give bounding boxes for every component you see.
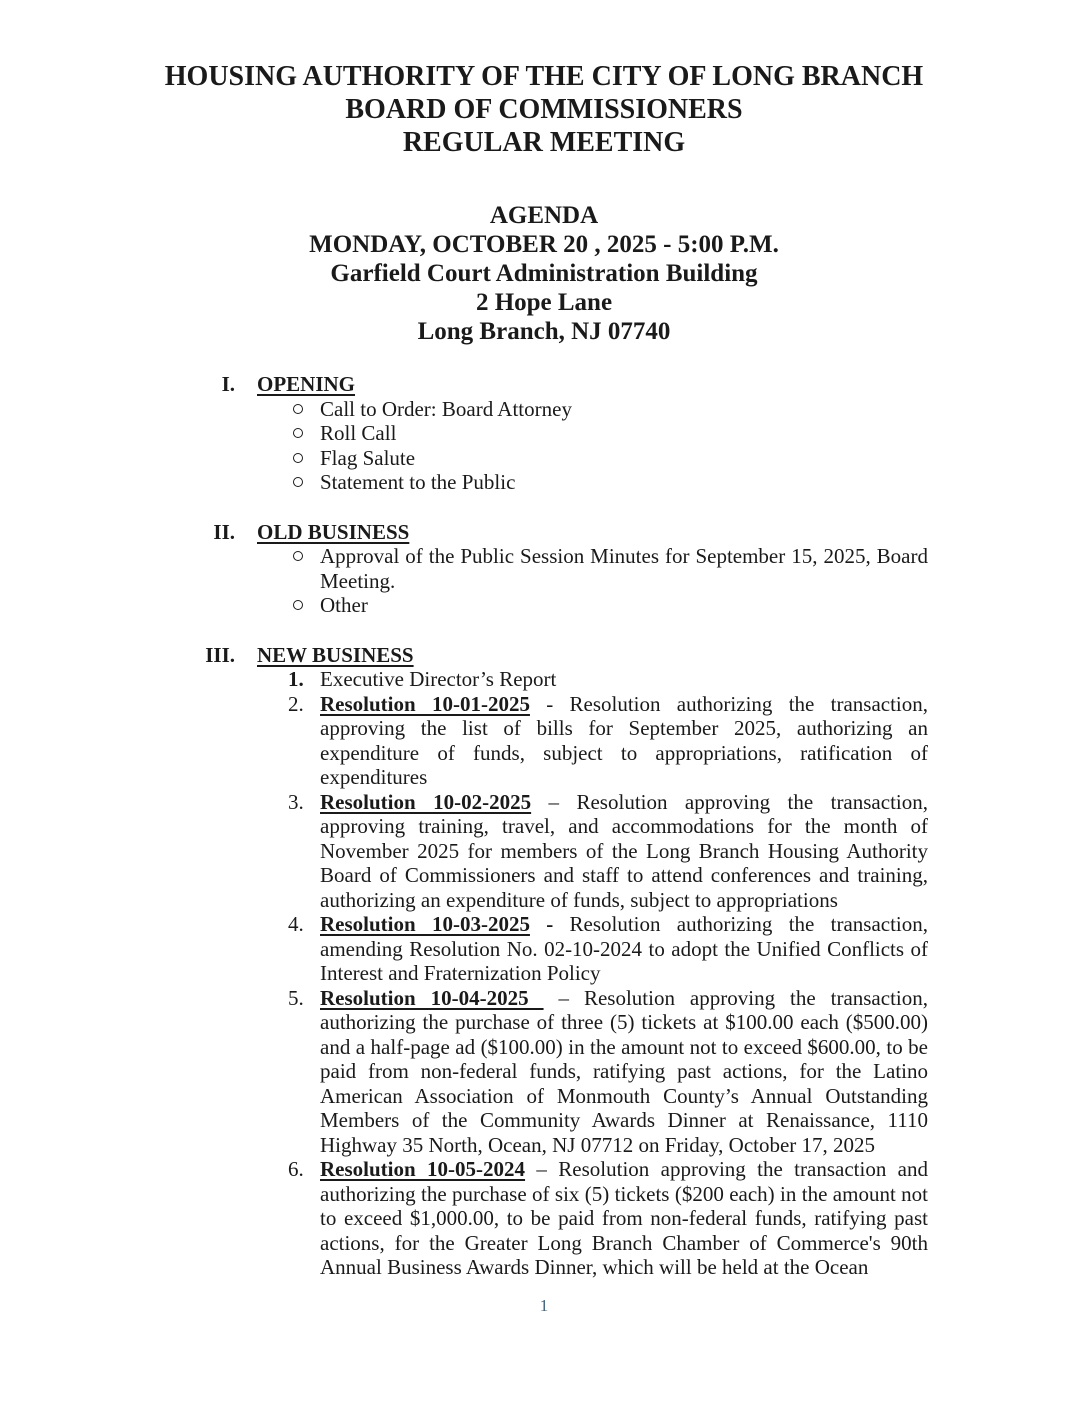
resolution-id: Resolution 10-05-2024 [320,1157,526,1181]
bullet-item [160,544,928,593]
meeting-street: 2 Hope Lane [475,289,613,316]
title-line: REGULAR MEETING [402,127,686,158]
item-number: 4. [288,912,304,936]
title-line: HOUSING AUTHORITY OF THE CITY OF LONG BRANCH [164,61,924,92]
meeting-info [0,201,1088,346]
bullet-circle-icon [293,477,303,487]
title-line: BOARD OF COMMISSIONERS [345,94,743,125]
item-number: 3. [288,789,304,814]
item-number: 1. [288,667,304,691]
agenda-label: AGENDA [489,202,599,229]
item-number: 6. [288,1157,304,1181]
page-number: 1 [539,1296,549,1315]
section-heading: OLD BUSINESS [257,519,410,544]
numbered-item [160,790,928,913]
bullet-text: Call to Order: Board Attorney [320,396,572,421]
bullet-text: Other [320,593,368,617]
item-description: Executive Director’s Report [320,667,557,691]
item-number: 5. [288,985,304,1010]
bullet-text: Roll Call [320,421,397,445]
meeting-building: Garfield Court Administration Building [330,260,758,287]
section-numeral: II. [213,519,235,544]
bullet-circle-icon [293,600,303,610]
document-header [0,0,1088,346]
bullet-circle-icon [293,551,303,561]
section-heading-row [160,643,928,668]
bullet-item [160,593,928,618]
separator-dash: - [529,691,570,716]
bullet-circle-icon [293,421,320,446]
item-text [320,912,928,986]
item-description: Resolution approving the transaction and authorizing the purchase of six (5) tickets ($200 each) in the amount not to exceed $1,000.00, to be paid from non-federal funds, ratifying past actions, for the Greater Long Branch Chamber of Commerce's 90th Annual Business Awards Dinner, which will be held at the Ocean [320,1157,929,1279]
resolution-id: Resolution 10-03-2025 [320,912,530,936]
item-text [320,667,928,692]
numbered-item [160,912,928,986]
bullet-circle-icon [293,470,320,495]
bullet-circle-icon [293,404,303,414]
bullet-circle-icon [293,446,320,471]
item-text [320,692,928,790]
separator-dash: – [543,985,584,1010]
bullet-item [160,470,928,495]
meeting-datetime: MONDAY, OCTOBER 20 , 2025 - 5:00 P.M. [309,231,779,258]
numbered-item [160,1157,928,1280]
section-heading: OPENING [257,372,356,396]
item-description: Resolution approving the transaction, authorizing the purchase of three (5) tickets at $100.00 each ($500.00) and a half-page ad ($100.00) in the amount not to exceed $600.00, to be paid from non-federal funds, ratifying past actions, for the Latino American Association of Monmouth County’s Annual Outstanding Members of the Community Awards Dinner at Renaissance, 1110 Highway 35 North, Ocean, NJ 07712 on Friday, October 17, 2025 [320,985,928,1157]
bullet-circle-icon [293,428,303,438]
item-description: Resolution authorizing the transaction, amending Resolution No. 02-10-2024 to adopt the Unified Conflicts of Interest and Fraternization Policy [320,912,928,985]
numbered-item [160,667,928,692]
item-description: Resolution authorizing the transaction, approving the list of bills for September 2025, authorizing an expenditure of funds, subject to appropriations, ratification of expenditures [320,691,928,789]
agenda-body [0,372,1088,1280]
bullet-circle-icon [293,593,320,618]
item-text [320,986,928,1158]
item-number: 2. [288,691,304,716]
page-footer [0,1296,1088,1316]
agenda-section-opening [160,372,928,495]
document-title [0,60,1088,159]
numbered-item [160,692,928,790]
bullet-circle-icon [293,544,320,593]
meeting-city: Long Branch, NJ 07740 [417,318,671,345]
item-description: Resolution approving the transaction, approving training, travel, and accommodations for the month of November 2025 for members of the Long Branch Housing Authority Board of Commissioners and staff to attend conferences and training, authorizing an expenditure of funds, subject to appropriations [320,789,928,912]
bullet-text: Approval of the Public Session Minutes for September 15, 2025, Board Meeting. [320,544,928,593]
bullet-circle-icon [293,397,320,422]
agenda-section-new-business [160,643,928,1280]
bullet-text: Flag Salute [320,445,416,470]
resolution-id: Resolution 10-01-2025 [320,691,530,716]
bullet-circle-icon [293,453,303,463]
bullet-item [160,421,928,446]
section-heading-row [160,520,928,545]
bullet-item [160,397,928,422]
item-text [320,1157,928,1280]
section-heading: NEW BUSINESS [257,642,414,667]
section-heading-row [160,372,928,397]
bullet-item [160,446,928,471]
numbered-item [160,986,928,1158]
separator-dash: - [529,912,570,936]
section-numeral: III. [205,642,235,667]
resolution-id: Resolution 10-02-2025 [320,789,532,814]
resolution-id: Resolution 10-04-2025 [320,985,544,1010]
bullet-text: Statement to the Public [320,470,516,494]
section-numeral: I. [221,372,235,396]
separator-dash: – [525,1157,559,1181]
agenda-section-old-business [160,520,928,618]
separator-dash: – [531,789,577,814]
item-text [320,790,928,913]
